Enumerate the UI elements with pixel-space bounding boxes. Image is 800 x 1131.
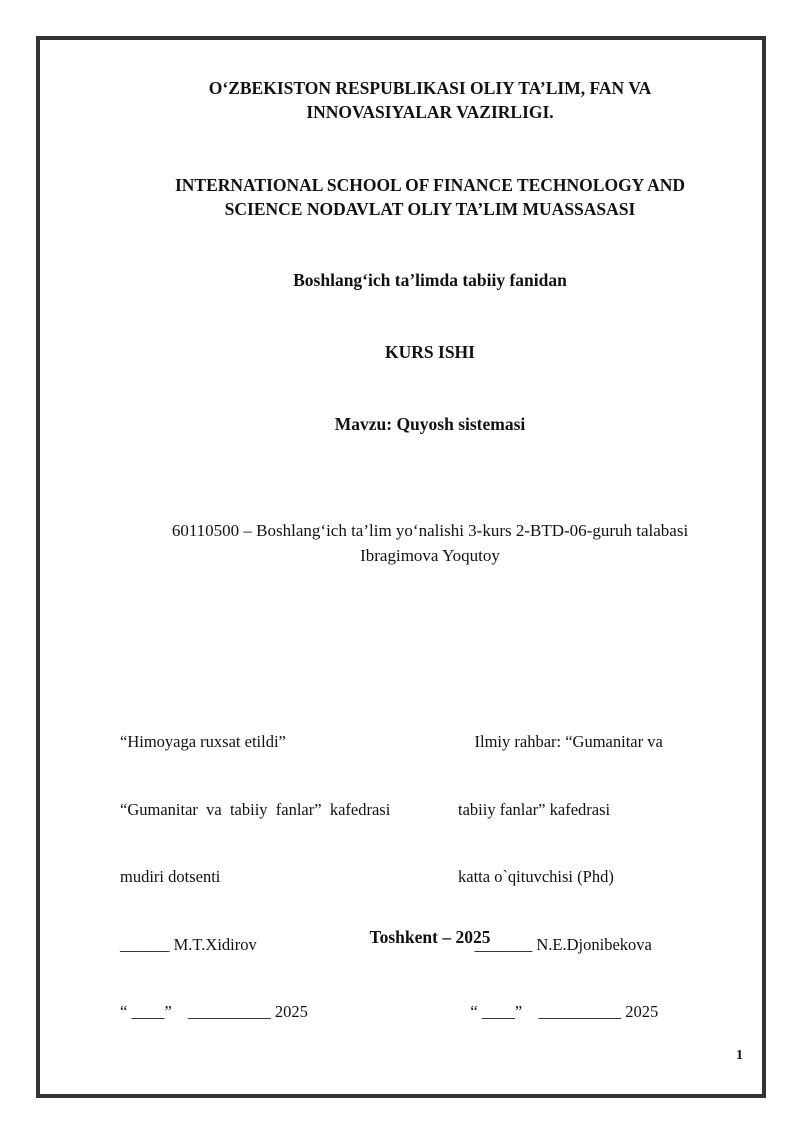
city-year: Toshkent – 2025 — [369, 927, 491, 947]
student-name: Ibragimova Yoqutoy — [360, 546, 500, 565]
topic-title: Mavzu: Quyosh sistemasi — [334, 414, 526, 434]
school-heading — [30, 173, 800, 221]
approval-signature: ______ M.T.Xidirov — [120, 934, 257, 954]
ministry-line-2: INNOVASIYALAR VAZIRLIGI. — [306, 102, 554, 122]
page-number: 1 — [736, 1048, 743, 1063]
approval-line-3: mudiri dotsenti — [120, 867, 221, 886]
approval-block — [120, 686, 390, 1046]
supervisor-signature: _______ N.E.Djonibekova — [458, 934, 652, 954]
ministry-heading — [30, 76, 800, 124]
supervisor-line-3: katta o`qituvchisi (Phd) — [458, 867, 614, 886]
subject-title: Boshlang‘ich ta’limda tabiiy fanidan — [293, 270, 567, 290]
approval-date: “ ____” __________ 2025 — [120, 1002, 308, 1021]
work-type-title: KURS ISHI — [385, 342, 475, 362]
supervisor-line-1: Ilmiy rahbar: “Gumanitar va — [458, 732, 663, 751]
approval-line-1: “Himoyaga ruxsat etildi” — [120, 732, 286, 751]
student-line-1: 60110500 – Boshlang‘ich ta’lim yo‘nalishi 3-kurs 2-BTD-06-guruh talabasi — [171, 521, 689, 540]
supervisor-block — [458, 686, 663, 1046]
school-line-1: INTERNATIONAL SCHOOL OF FINANCE TECHNOLOGY AND — [174, 175, 685, 195]
school-line-2: SCIENCE NODAVLAT OLIY TA’LIM MUASSASASI — [224, 199, 636, 219]
student-info — [30, 518, 800, 568]
approval-line-2: “Gumanitar va tabiiy fanlar” kafedrasi — [120, 799, 391, 819]
supervisor-line-2: tabiiy fanlar” kafedrasi — [458, 799, 611, 819]
supervisor-date: “ ____” __________ 2025 — [458, 1002, 659, 1021]
ministry-line-1: O‘ZBEKISTON RESPUBLIKASI OLIY TA’LIM, FAN VA — [208, 78, 652, 98]
